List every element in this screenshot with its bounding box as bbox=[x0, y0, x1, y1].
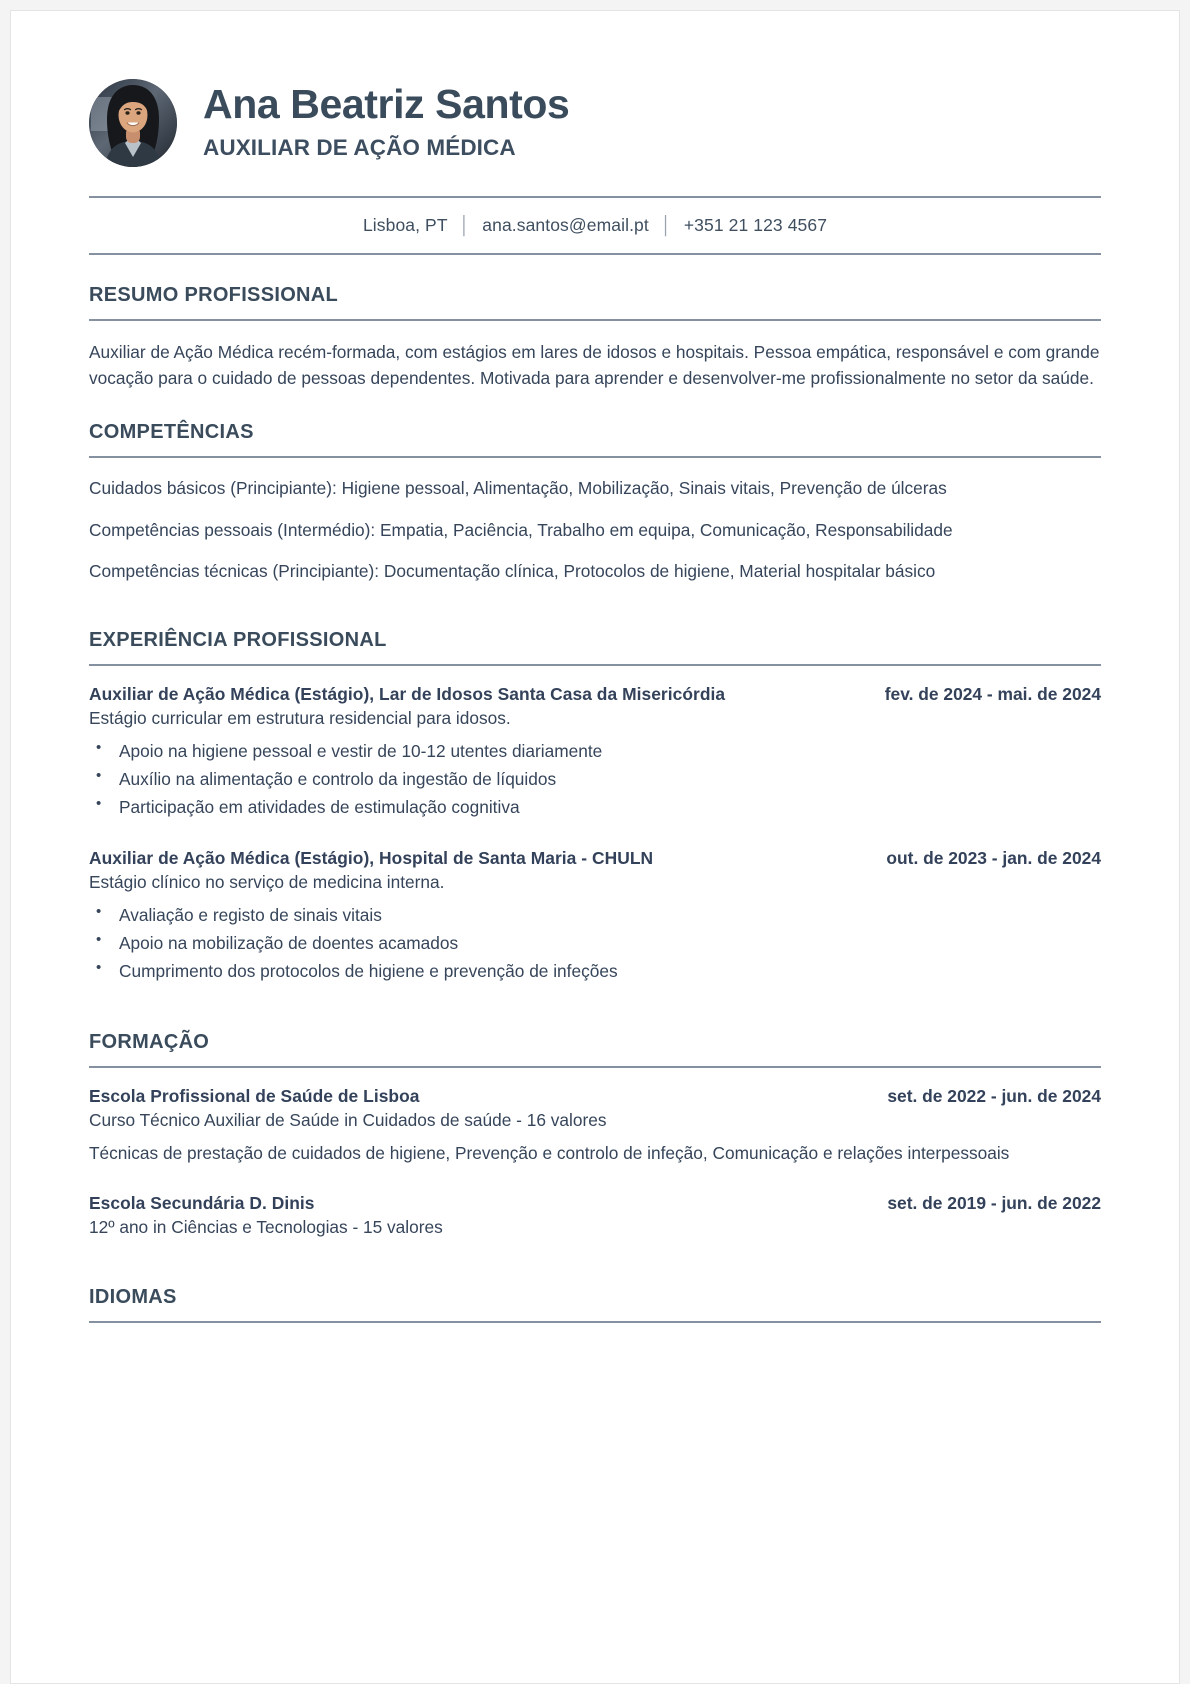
education-degree: Curso Técnico Auxiliar de Saúde in Cuidados de saúde - 16 valores bbox=[89, 1109, 607, 1130]
list-item: • Apoio na mobilização de doentes acamados bbox=[89, 929, 1101, 957]
list-item: • Auxílio na alimentação e controlo da ingestão de líquidos bbox=[89, 765, 1101, 793]
education-entry-header bbox=[89, 1193, 1101, 1214]
section-title-skills: COMPETÊNCIAS bbox=[89, 420, 254, 443]
experience-date: fev. de 2024 - mai. de 2024 bbox=[884, 684, 1101, 705]
section-education bbox=[89, 1031, 1101, 1240]
skill-line: Competências técnicas (Principiante): Documentação clínica, Protocolos de higiene, Material hospitalar básico bbox=[89, 561, 936, 582]
contact-phone[interactable]: +351 21 123 4567 bbox=[683, 215, 828, 235]
education-date: set. de 2022 - jun. de 2024 bbox=[887, 1085, 1101, 1106]
page-title: Ana Beatriz Santos bbox=[203, 81, 570, 128]
section-divider-experience bbox=[89, 664, 1101, 666]
contact-line bbox=[89, 198, 1101, 253]
list-item: • Apoio na higiene pessoal e vestir de 10-12 utentes diariamente bbox=[89, 737, 1101, 765]
experience-date: out. de 2023 - jan. de 2024 bbox=[886, 847, 1101, 868]
skill-line: Cuidados básicos (Principiante): Higiene pessoal, Alimentação, Mobilização, Sinais vitais, Prevenção de úlceras bbox=[89, 477, 947, 498]
education-school: Escola Profissional de Saúde de Lisboa bbox=[89, 1085, 420, 1106]
contact-separator-2: │ bbox=[660, 215, 672, 235]
list-item: • Cumprimento dos protocolos de higiene e prevenção de infeções bbox=[89, 957, 1101, 985]
job-title: AUXILIAR DE AÇÃO MÉDICA bbox=[203, 134, 516, 160]
experience-description: Estágio curricular em estrutura residencial para idosos. bbox=[89, 708, 511, 729]
section-divider-summary bbox=[89, 319, 1101, 321]
section-divider-skills bbox=[89, 456, 1101, 458]
experience-entry-header bbox=[89, 848, 1101, 869]
avatar bbox=[89, 79, 177, 167]
section-divider-education bbox=[89, 1066, 1101, 1068]
experience-bullets bbox=[89, 737, 1101, 821]
education-entry bbox=[89, 1193, 1101, 1240]
section-languages bbox=[89, 1286, 1101, 1323]
resume-header bbox=[89, 11, 1101, 167]
education-entry-header bbox=[89, 1086, 1101, 1107]
section-title-languages: IDIOMAS bbox=[89, 1285, 177, 1308]
section-title-summary: RESUMO PROFISSIONAL bbox=[89, 284, 339, 306]
education-entry bbox=[89, 1086, 1101, 1167]
experience-title: Auxiliar de Ação Médica (Estágio), Lar de Idosos Santa Casa da Misericórdia bbox=[89, 684, 726, 705]
contact-divider bbox=[89, 253, 1101, 255]
profile-photo-icon bbox=[89, 79, 177, 167]
experience-description: Estágio clínico no serviço de medicina interna. bbox=[89, 871, 445, 892]
experience-bullets bbox=[89, 901, 1101, 985]
education-date: set. de 2019 - jun. de 2022 bbox=[887, 1192, 1101, 1213]
experience-title: Auxiliar de Ação Médica (Estágio), Hospital de Santa Maria - CHULN bbox=[89, 847, 654, 868]
skill-line: Competências pessoais (Intermédio): Empatia, Paciência, Trabalho em equipa, Comunicação, Responsabilidade bbox=[89, 519, 953, 540]
identity-block bbox=[203, 83, 569, 162]
list-item: • Avaliação e registo de sinais vitais bbox=[89, 901, 1101, 929]
experience-entry bbox=[89, 848, 1101, 985]
resume-page bbox=[10, 10, 1180, 1684]
summary-text: Auxiliar de Ação Médica recém-formada, com estágios em lares de idosos e hospitais. Pessoa empática, responsável e com grande vocação para o cuidado de pessoas dependentes. Motivada para aprender e desenvolver-me profissionalmente no setor da saúde. bbox=[89, 342, 1100, 389]
contact-location: Lisboa, PT bbox=[362, 215, 448, 235]
section-skills bbox=[89, 421, 1101, 586]
section-title-experience: EXPERIÊNCIA PROFISSIONAL bbox=[89, 629, 387, 652]
section-divider-languages bbox=[89, 1321, 1101, 1323]
contact-separator-1: │ bbox=[459, 215, 471, 235]
experience-entry-header bbox=[89, 684, 1101, 705]
education-degree: 12º ano in Ciências e Tecnologias - 15 valores bbox=[89, 1216, 443, 1237]
section-title-education: FORMAÇÃO bbox=[89, 1030, 210, 1053]
section-experience bbox=[89, 629, 1101, 984]
experience-entry bbox=[89, 684, 1101, 821]
education-school: Escola Secundária D. Dinis bbox=[89, 1192, 315, 1213]
education-details: Técnicas de prestação de cuidados de higiene, Prevenção e controlo de infeção, Comunicação e relações interpessoais bbox=[89, 1142, 1010, 1163]
contact-email[interactable]: ana.santos@email.pt bbox=[482, 215, 649, 235]
section-summary bbox=[89, 284, 1101, 392]
list-item: • Participação em atividades de estimulação cognitiva bbox=[89, 793, 1101, 821]
